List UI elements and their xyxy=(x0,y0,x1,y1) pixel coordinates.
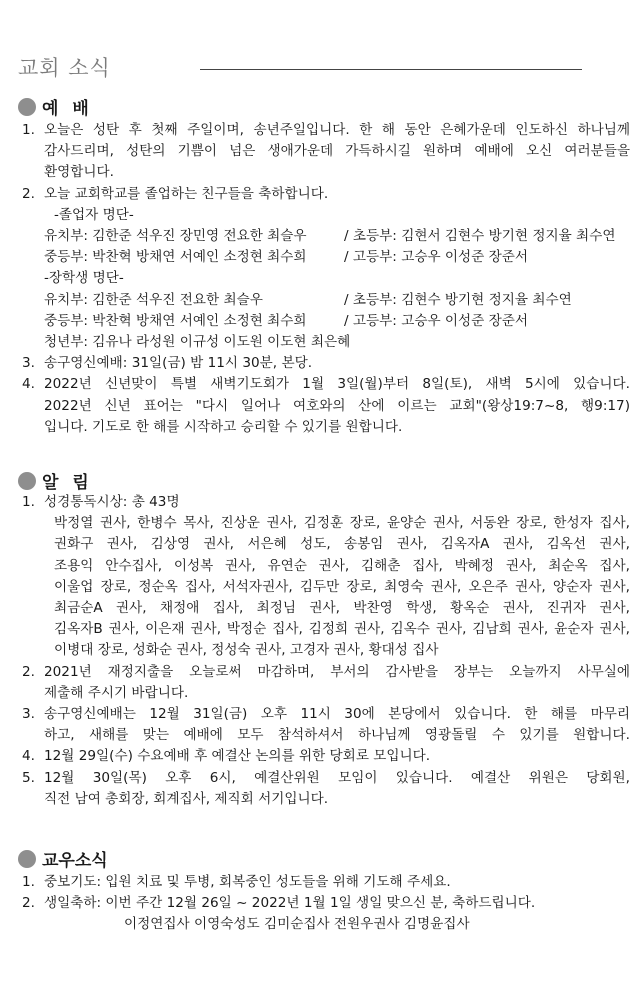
item-text: 성경통독시상: 총 43명 xyxy=(44,494,180,510)
item-text: 송구영신예배는 12월 31일(금) 오후 11시 30에 본당에서 있습니다. 한 해를 마무리 xyxy=(44,706,630,723)
item-text: 송구영신예배: 31일(금) 밤 11시 30분, 본당. xyxy=(44,355,313,372)
item-number: 3. xyxy=(22,355,35,372)
section-title: 예 배 xyxy=(42,99,93,119)
section-header-members xyxy=(18,846,108,871)
item-text: 2022년 신년맞이 특별 새벽기도회가 1월 3일(월)부터 8일(토), 새벽 5시에 있습니다. xyxy=(44,376,630,393)
youth-scholars: 청년부: 김유나 라성원 이규성 이도원 이도현 최은혜 xyxy=(44,334,351,351)
scholarship-label: -장학생 명단- xyxy=(44,270,124,287)
awardee-line: 박정열 권사, 한병수 목사, 진상운 권사, 김정훈 장로, 윤양순 권사, 서동완 장로, 한성자 집사, xyxy=(54,515,630,532)
item-number: 2. xyxy=(22,663,35,680)
item-text: 오늘은 성탄 후 첫째 주일이며, 송년주일입니다. 한 해 동안 은혜가운데 인도하신 하나님께 xyxy=(44,122,630,138)
worship-list xyxy=(18,120,630,438)
awardee-line: 이울업 장로, 정순옥 집사, 서석자권사, 김두만 장로, 최영숙 권사, 오은주 권사, 양순자 권사, xyxy=(54,578,630,595)
page-header xyxy=(18,52,608,88)
birthday-names: 이정연집사 이영숙성도 김미순집사 전원우권사 김명윤집사 xyxy=(124,916,470,933)
list-item xyxy=(18,353,630,374)
page-title: 교회 소식 xyxy=(18,56,111,80)
item-text: 오늘 교회학교를 졸업하는 친구들을 축하합니다. xyxy=(44,185,329,202)
item-text: 생일축하: 이번 주간 12월 26일 ~ 2022년 1월 1일 생일 맞으신 분, 축하드립니다. xyxy=(44,895,536,912)
list-item xyxy=(18,662,630,704)
graduates-left: 유치부: 김한준 석우진 장민영 전요한 최슬우 xyxy=(44,228,307,245)
reading-awardees xyxy=(44,513,630,661)
graduates-row xyxy=(44,247,630,268)
list-item xyxy=(18,374,630,438)
item-text: 감사드리며, 성탄의 기쁨이 넘은 생애가운데 가득하시길 원하며 예배에 오신 여러분들을 xyxy=(44,143,630,160)
scholars-right: / 초등부: 김현수 방기현 정지율 최수연 xyxy=(344,291,572,308)
item-number: 1. xyxy=(22,122,35,138)
section-title: 교우소식 xyxy=(42,851,108,871)
scholars-row xyxy=(44,311,630,332)
graduates-right: / 고등부: 고승우 이성준 장준서 xyxy=(344,249,529,266)
item-number: 1. xyxy=(22,494,35,510)
circle-bullet-icon xyxy=(18,850,36,868)
awardee-line: 김옥자B 권사, 이은재 권사, 박정순 집사, 김정희 권사, 김옥수 권사, 김남희 권사, 윤순자 권사, xyxy=(54,621,630,638)
graduates-left: 중등부: 박찬혁 방채연 서예인 소정현 최수희 xyxy=(44,249,307,266)
item-text: 12월 30일(목) 오후 6시, 예결산위원 모임이 있습니다. 예결산 위원은 당회원, xyxy=(44,769,630,786)
graduates-label: -졸업자 명단- xyxy=(54,206,134,223)
scholars-right: / 고등부: 고승우 이성준 장준서 xyxy=(344,312,529,329)
header-divider xyxy=(200,69,582,70)
item-number: 4. xyxy=(22,376,35,393)
item-text: 직전 남여 총회장, 회계집사, 제직회 서기입니다. xyxy=(44,790,329,807)
item-text: 제출해 주시기 바랍니다. xyxy=(44,684,189,701)
list-item xyxy=(18,872,630,893)
item-number: 5. xyxy=(22,769,35,786)
item-number: 2. xyxy=(22,895,35,912)
circle-bullet-icon xyxy=(18,472,36,490)
scholars-left: 중등부: 박찬혁 방채연 서예인 소정현 최수희 xyxy=(44,312,307,329)
members-list xyxy=(18,872,630,936)
item-number: 4. xyxy=(22,748,35,765)
awardee-line: 조용익 안수집사, 이성복 권사, 유연순 권사, 김해춘 집사, 박혜정 권사, 최순옥 집사, xyxy=(54,557,630,574)
scholars-left: 유치부: 김한준 석우진 전요한 최슬우 xyxy=(44,291,263,308)
item-number: 2. xyxy=(22,185,35,202)
list-item xyxy=(18,120,630,184)
section-header-worship xyxy=(18,94,93,119)
item-text: 12월 29일(수) 수요예배 후 예결산 논의를 위한 당회로 모입니다. xyxy=(44,748,431,765)
item-text: 입니다. 기도로 한 해를 시작하고 승리할 수 있기를 원합니다. xyxy=(44,418,403,435)
awardee-line: 최금순A 권사, 채정애 집사, 최정님 권사, 박찬영 학생, 황옥순 권사, 진귀자 권사, xyxy=(54,600,630,617)
item-text: 하고, 새해를 맞는 예배에 모두 참석하셔서 하나님께 영광돌릴 수 있기를 원합니다. xyxy=(44,727,630,744)
circle-bullet-icon xyxy=(18,98,36,116)
item-text: 2021년 재정지출을 오늘로써 마감하며, 부서의 감사받을 장부는 오늘까지 사무실에 xyxy=(44,663,630,680)
awardee-line: 이병대 장로, 성화순 권사, 정성숙 권사, 고경자 권사, 황대성 집사 xyxy=(54,642,439,659)
section-title: 알 림 xyxy=(42,473,93,493)
awardee-line: 권화구 권사, 김상영 권사, 서은혜 성도, 송봉임 권사, 김옥자A 권사, 김옥선 권사, xyxy=(54,536,630,553)
item-number: 1. xyxy=(22,874,35,890)
notices-list xyxy=(18,492,630,810)
item-text: 중보기도: 입원 치료 및 투병, 회복중인 성도들을 위해 기도해 주세요. xyxy=(44,874,451,890)
item-text: 환영합니다. xyxy=(44,164,114,181)
section-header-notices xyxy=(18,468,93,493)
item-text: 2022년 신년 표어는 "다시 일어나 여호와의 산에 이르는 교회"(왕상19:7~8, 행9:17) xyxy=(44,397,630,414)
list-item xyxy=(18,893,630,935)
scholars-row xyxy=(44,290,630,311)
list-item xyxy=(18,184,630,354)
list-item xyxy=(18,492,630,662)
item-number: 3. xyxy=(22,706,35,723)
list-item xyxy=(18,768,630,810)
graduates-right: / 초등부: 김현서 김현수 방기현 정지율 최수연 xyxy=(344,228,616,245)
list-item xyxy=(18,704,630,746)
list-item xyxy=(18,746,630,767)
graduates-row xyxy=(44,226,630,247)
